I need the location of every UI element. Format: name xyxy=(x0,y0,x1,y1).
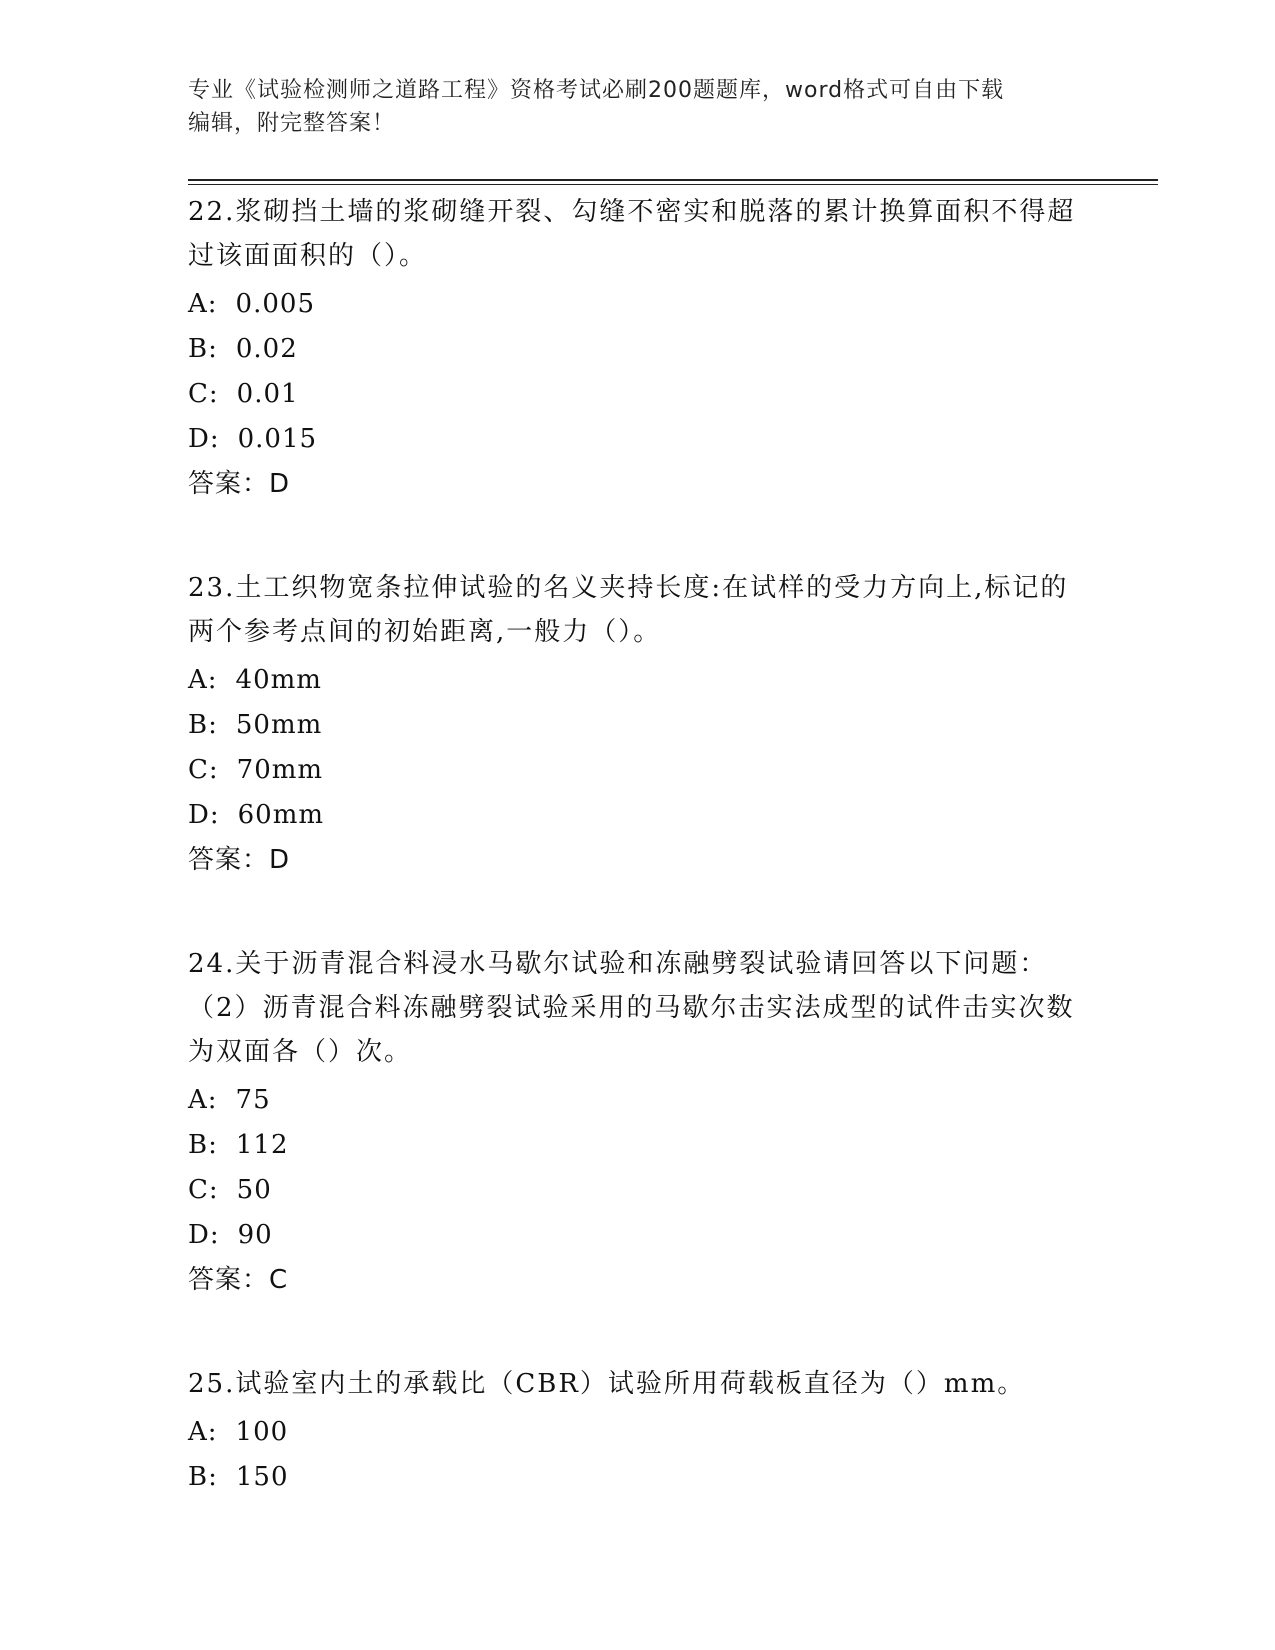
question-25 xyxy=(188,1362,1088,1500)
option-b xyxy=(188,703,1088,748)
option-b xyxy=(188,327,1088,372)
question-text: 22.浆砌挡土墙的浆砌缝开裂、勾缝不密实和脱落的累计换算面积不得超过该面面积的（）。 xyxy=(188,197,1076,271)
question-22 xyxy=(188,190,1088,506)
document-header xyxy=(188,74,1088,140)
option-value: 0.02 xyxy=(235,334,298,364)
option-letter: A: xyxy=(188,665,218,695)
option-b xyxy=(188,1455,1088,1500)
option-value: 150 xyxy=(235,1462,289,1492)
option-letter: B: xyxy=(188,1130,218,1160)
option-value: 0.01 xyxy=(236,379,299,409)
question-list xyxy=(188,190,1088,1500)
question-text: 25.试验室内土的承载比（CBR）试验所用荷载板直径为（）mm。 xyxy=(188,1369,1026,1399)
option-letter: C: xyxy=(188,1175,219,1205)
option-a xyxy=(188,658,1088,703)
option-c xyxy=(188,372,1088,417)
option-letter: D: xyxy=(188,800,220,830)
option-value: 50 xyxy=(236,1175,272,1205)
question-text: 23.土工织物宽条拉伸试验的名义夹持长度:在试样的受力方向上,标记的两个参考点间的初始距离,一般力（）。 xyxy=(188,573,1069,647)
option-value: 112 xyxy=(235,1130,289,1160)
header-line-1: 专业《试验检测师之道路工程》资格考试必刷200题题库，word格式可自由下载 xyxy=(188,78,1005,103)
header-divider-top xyxy=(188,179,1158,181)
option-a xyxy=(188,1410,1088,1455)
question-23 xyxy=(188,566,1088,882)
option-c xyxy=(188,748,1088,793)
option-d xyxy=(188,793,1088,838)
header-divider-bottom xyxy=(188,184,1158,185)
option-value: 0.005 xyxy=(235,289,315,319)
option-value: 100 xyxy=(235,1417,289,1447)
option-letter: B: xyxy=(188,1462,218,1492)
option-d xyxy=(188,1213,1088,1258)
answer-line: 答案：D xyxy=(188,845,291,875)
question-24 xyxy=(188,942,1088,1302)
option-letter: D: xyxy=(188,424,220,454)
option-value: 0.015 xyxy=(237,424,318,454)
option-d xyxy=(188,417,1088,462)
option-value: 50mm xyxy=(235,710,323,740)
option-c xyxy=(188,1168,1088,1213)
question-text: 24.关于沥青混合料浸水马歇尔试验和冻融劈裂试验请回答以下问题：（2）沥青混合料冻融劈裂试验采用的马歇尔击实法成型的试件击实次数为双面各（）次。 xyxy=(188,949,1075,1067)
option-a xyxy=(188,1078,1088,1123)
header-line-2: 编辑，附完整答案！ xyxy=(188,111,396,136)
option-letter: A: xyxy=(188,1417,218,1447)
option-value: 60mm xyxy=(237,800,325,830)
option-value: 70mm xyxy=(236,755,324,785)
option-letter: A: xyxy=(188,289,218,319)
option-letter: B: xyxy=(188,710,218,740)
option-value: 90 xyxy=(237,1220,273,1250)
option-a xyxy=(188,282,1088,327)
answer-line: 答案：D xyxy=(188,469,291,499)
option-letter: C: xyxy=(188,755,219,785)
option-value: 75 xyxy=(235,1085,271,1115)
option-letter: C: xyxy=(188,379,219,409)
answer-line: 答案：C xyxy=(188,1265,289,1295)
option-value: 40mm xyxy=(235,665,322,695)
option-letter: D: xyxy=(188,1220,220,1250)
option-letter: B: xyxy=(188,334,218,364)
option-letter: A: xyxy=(188,1085,218,1115)
option-b xyxy=(188,1123,1088,1168)
